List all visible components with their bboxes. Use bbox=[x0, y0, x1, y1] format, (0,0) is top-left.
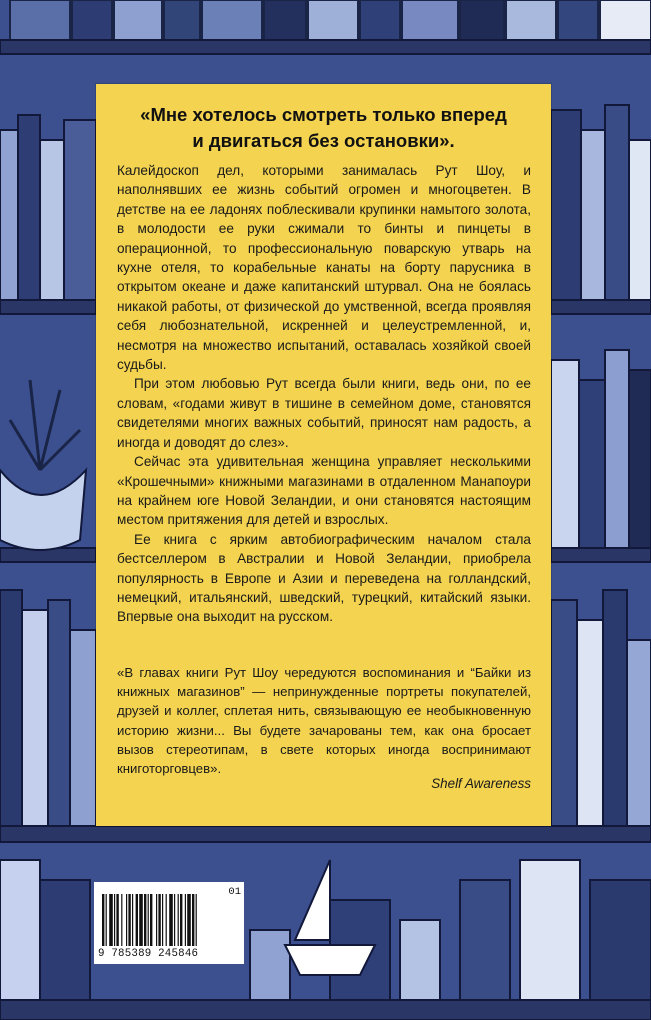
barcode-bars bbox=[94, 882, 244, 948]
barcode-bar bbox=[169, 894, 173, 946]
barcode-bar bbox=[196, 894, 197, 946]
barcode-bar bbox=[150, 894, 152, 946]
barcode-bar bbox=[180, 894, 182, 946]
plant-pot bbox=[0, 380, 86, 550]
barcode-bar bbox=[109, 894, 113, 946]
books-left-row2 bbox=[0, 115, 96, 300]
headline-quote bbox=[96, 102, 551, 154]
barcode-bar bbox=[185, 894, 186, 946]
barcode-bar bbox=[132, 894, 133, 946]
barcode-bar bbox=[121, 894, 122, 946]
barcode-bar bbox=[128, 894, 130, 946]
barcode-bar bbox=[156, 894, 157, 946]
books-right-row4 bbox=[551, 590, 651, 826]
barcode-addon: 01 bbox=[228, 886, 241, 898]
headline-line-1: «Мне хотелось смотреть только вперед bbox=[140, 104, 507, 125]
barcode-number: 9 785389 245846 bbox=[98, 948, 199, 960]
book-description bbox=[117, 161, 531, 627]
barcode-bar bbox=[158, 894, 160, 946]
barcode-bar bbox=[136, 894, 138, 946]
barcode-bar bbox=[178, 894, 179, 946]
barcode-bar bbox=[106, 894, 107, 946]
barcode-bar bbox=[102, 894, 104, 946]
paragraph-3: Сейчас эта удивительная женщина управляет несколькими «Крошечными» книжными магазинами в отдаленном Манапоури на крайнем юге Новой Зеландии, и они становятся настоящим местом притяжения для детей и взрослых. bbox=[117, 454, 531, 528]
barcode-bar bbox=[144, 894, 146, 946]
barcode-bar bbox=[148, 894, 149, 946]
barcode-bar bbox=[162, 894, 163, 946]
isbn-barcode bbox=[94, 882, 244, 964]
paragraph-2: При этом любовью Рут всегда были книги, ведь они, по ее словам, «годами живут в тишине в семейном доме, становятся свидетелями многих важных событий, приносят нам радость, а иногда и доводят до слез». bbox=[117, 376, 531, 450]
books-top-row bbox=[10, 0, 651, 40]
books-right-row3 bbox=[551, 350, 651, 548]
barcode-bar bbox=[126, 894, 127, 946]
barcode-bar bbox=[116, 894, 118, 946]
barcode-bar bbox=[166, 894, 167, 946]
barcode-bar bbox=[139, 894, 143, 946]
headline-line-2: и двигаться без остановки». bbox=[192, 130, 455, 151]
books-left-row4 bbox=[0, 590, 96, 826]
barcode-bar bbox=[187, 894, 191, 946]
barcode-bar bbox=[114, 894, 115, 946]
paragraph-4: Ее книга с ярким автобиографическим началом стала бестселлером в Австралии и Новой Зеландии, приобрела популярность в Европе и Азии и переведена на голландский, немецкий, итальянский, шведский, турецкий, китайский языки. Впервые она выходит на русском. bbox=[117, 531, 531, 625]
barcode-bar bbox=[174, 894, 175, 946]
description-panel bbox=[96, 84, 551, 826]
review-attribution: Shelf Awareness bbox=[431, 776, 531, 791]
review-quote: «В главах книги Рут Шоу чередуются воспоминания и “Байки из книжных магазинов” — непринужденные портреты покупателей, друзей и коллег, сплетая нить, связывающую ее необыкновенную историю жизни... Вы будете зачарованы тем, как она бросает вызов стереотипам, в свете которых иногда воспринимают книготорговцев». bbox=[117, 665, 531, 777]
barcode-bar bbox=[192, 894, 194, 946]
books-right-row2 bbox=[551, 105, 651, 300]
paragraph-1: Калейдоскоп дел, которыми занималась Рут Шоу, и наполнявших ее жизнь событий огромен и многоцветен. В детстве на ее ладонях поблескивали крупинки намытого золота, в молодости ее руки сжимали то бинты и пинцеты в операционной, то профессиональную поварскую утварь на кухне отеля, то корабельные канаты на борту парусника в открытом океане и даже капитанский штурвал. Она не боялась никакой работы, от физической до умственной, всегда проявляя себя любознательной, искренней и целеустремленной, и, несмотря на множество испытаний, оставалась хозяйкой своей судьбы. bbox=[117, 163, 531, 373]
